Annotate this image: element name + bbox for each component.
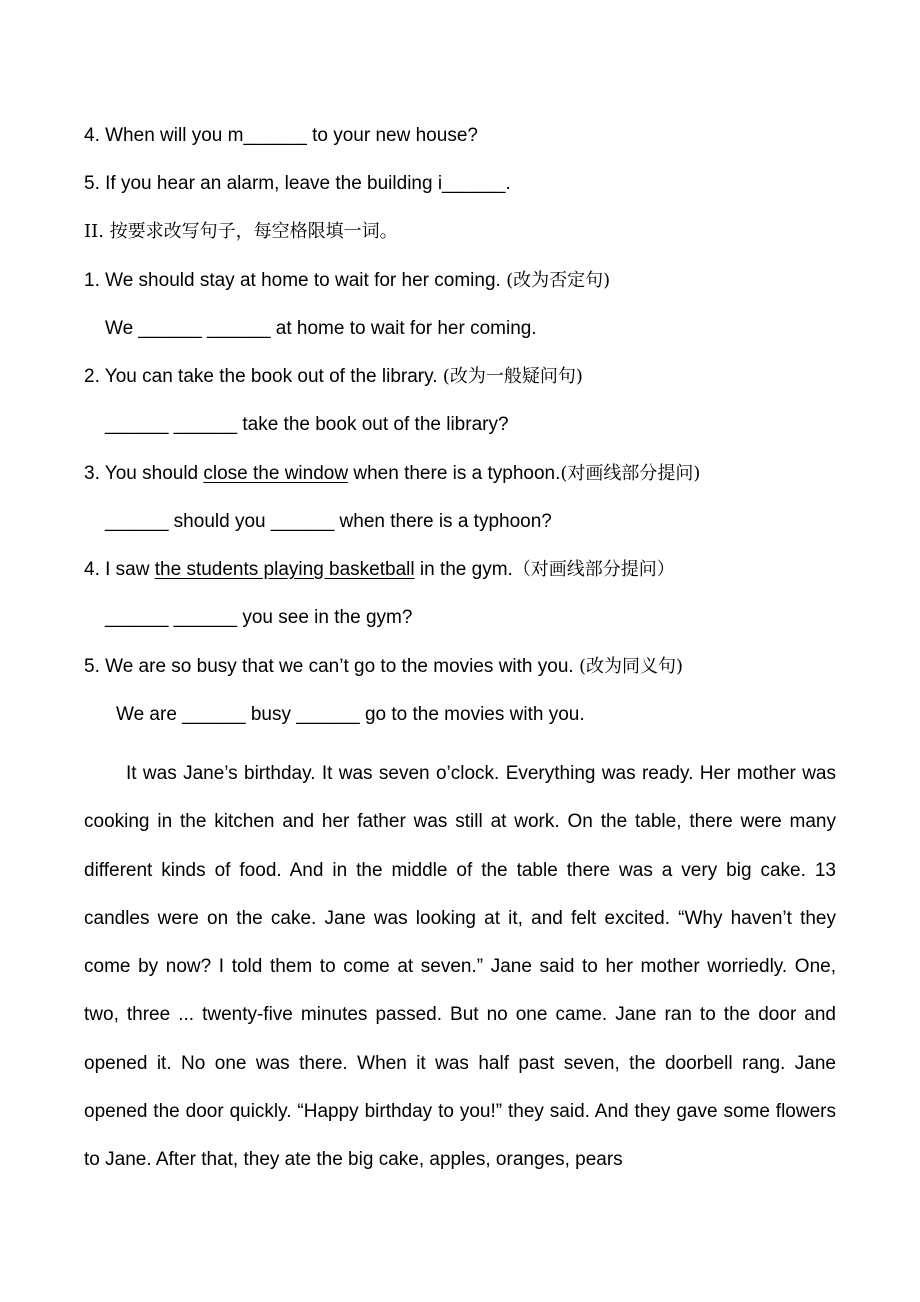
part2-answer-3: ______ should you ______ when there is a typhoon? bbox=[105, 511, 552, 532]
underlined-phrase: close the window bbox=[203, 463, 349, 484]
reading-paragraph: It was Jane’s birthday. It was seven o’clock. Everything was ready. Her mother was cooking in the kitchen and her father was still at work. On the table, there were many different kinds of food. And in the middle of the table there was a very big cake. 13 candles were on the cake. Jane was looking at it, and felt excited. “Why haven’t they come by now? I told them to come at seven.” Jane said to her mother worriedly. One, two, three ... twenty-five minutes passed. But no one came. Jane ran to the door and opened it. No one was there. When it was half past seven, the doorbell rang. Jane opened the door quickly. “Happy birthday to you!” they said. And they gave some flowers to Jane. After that, they ate the big cake, apples, oranges, pears bbox=[84, 763, 836, 1171]
part2-answer-5: We are ______ busy ______ go to the movies with you. bbox=[116, 704, 585, 725]
question-text: 2. You can take the book out of the library. bbox=[84, 366, 443, 387]
question-text-pre: 3. You should bbox=[84, 463, 204, 484]
question-instruction: (改为否定句) bbox=[506, 270, 611, 291]
part1-question-4: 4. When will you m______ to your new house? bbox=[84, 125, 478, 146]
part2-answer-1: We ______ ______ at home to wait for her coming. bbox=[105, 318, 537, 339]
part2-answer-4: ______ ______ you see in the gym? bbox=[105, 607, 413, 628]
question-text-post: in the gym. bbox=[414, 559, 513, 580]
question-text: 1. We should stay at home to wait for her coming. bbox=[84, 270, 507, 291]
question-instruction: (改为同义句) bbox=[578, 656, 684, 677]
question-text-pre: 4. I saw bbox=[84, 559, 155, 580]
part1-question-5: 5. If you hear an alarm, leave the building i______. bbox=[84, 173, 511, 194]
part2-question-4 bbox=[84, 558, 675, 582]
question-instruction: (改为一般疑问句) bbox=[442, 366, 583, 387]
question-text-post: when there is a typhoon. bbox=[348, 463, 561, 484]
question-instruction: （对画线部分提问） bbox=[512, 559, 675, 580]
question-text: 5. We are so busy that we can’t go to the movies with you. bbox=[84, 656, 579, 677]
question-instruction: (对画线部分提问) bbox=[560, 463, 701, 484]
part2-question-1 bbox=[84, 269, 610, 293]
part2-answer-2: ______ ______ take the book out of the library? bbox=[105, 414, 509, 435]
underlined-phrase: the students playing basketball bbox=[154, 559, 415, 580]
part2-question-2 bbox=[84, 365, 583, 389]
part2-question-3 bbox=[84, 462, 700, 486]
part2-heading: II. 按要求改写句子，每空格限填一词。 bbox=[84, 221, 398, 242]
part2-question-5 bbox=[84, 655, 683, 679]
